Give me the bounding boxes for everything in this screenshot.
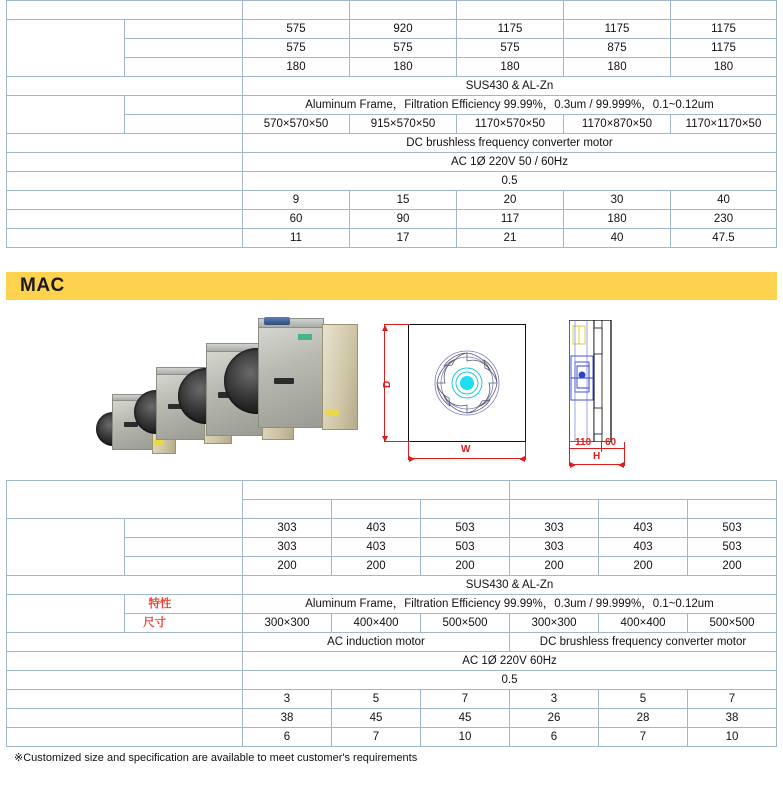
dim-w-line — [408, 458, 526, 459]
table-row-power-consumption — [7, 709, 777, 728]
total-weight-5: 10 — [688, 728, 777, 747]
cell-w-3: 303 — [510, 519, 599, 538]
table-row-features — [7, 96, 777, 115]
item-header: Item — [7, 1, 243, 20]
cell-h-1: 200 — [332, 557, 421, 576]
dim-chain-line — [569, 448, 625, 449]
total-weight-0: 6 — [243, 728, 332, 747]
outside-dimension-line1: Outside — [44, 35, 87, 48]
dim-h-arrow-left — [570, 462, 576, 468]
cell-h-5: 200 — [688, 557, 777, 576]
item-header: Item — [7, 481, 243, 519]
unit-label-tag — [298, 334, 312, 340]
cell-d-2: 503 — [421, 538, 510, 557]
cell-d-0: 575 — [243, 39, 350, 58]
dim-w-arrow-right — [519, 456, 525, 462]
cell-d-4: 403 — [599, 538, 688, 557]
cell-d-3: 303 — [510, 538, 599, 557]
dim-w-tick-right — [525, 442, 526, 460]
air-volume-2: 20 — [457, 191, 564, 210]
cell-d-4: 1175 — [671, 39, 777, 58]
cell-h-2: 200 — [421, 557, 510, 576]
dim-h-ext-right — [624, 450, 625, 466]
cell-d-2: 575 — [457, 39, 564, 58]
cell-h-4: 200 — [599, 557, 688, 576]
dim-row-label-h: H — [125, 557, 243, 576]
fan-motor-dc-value: DC brushless frequency converter motor — [510, 633, 777, 652]
table-row-velocity — [7, 671, 777, 690]
air-volume-4: 40 — [671, 191, 777, 210]
filter-dim-3: 1170×870×50 — [564, 115, 671, 134]
model-header-4: MS-SD440S — [671, 1, 777, 20]
air-volume-3: 30 — [564, 191, 671, 210]
dim-row-label-d: D — [125, 538, 243, 557]
table-row-body-construction — [7, 576, 777, 595]
hepa-label: HEPA — [50, 601, 81, 614]
body-construction-label: Body Construction — [7, 77, 243, 96]
dimension-label-en: Dimension — [165, 616, 224, 629]
power-supply-label: Power Supply — [7, 153, 243, 172]
power-supply-label: Power Supply — [7, 652, 243, 671]
power-consumption-2: 45 — [421, 709, 510, 728]
model-header-4: MAC-SD5 — [599, 500, 688, 519]
group-header-dc: DC type — [510, 481, 777, 500]
body-construction-value: SUS430 & AL-Zn — [243, 77, 777, 96]
total-weight-2: 10 — [421, 728, 510, 747]
illustration-band — [6, 312, 777, 472]
outside-dimension-line2: Dimension — [36, 547, 95, 559]
power-supply-value: AC 1Ø 220V 60Hz — [243, 652, 777, 671]
air-volume-2: 7 — [421, 690, 510, 709]
features-value: Aluminum Frame，Filtration Efficiency 99.99%，0.3um / 99.999%，0.1~0.12um — [243, 96, 777, 115]
group-header-ac: AC type — [243, 481, 510, 500]
dim-w-arrow-left — [409, 456, 415, 462]
model-header-0: MAC-S3 — [243, 500, 332, 519]
outside-dimension-line1: Outside — [44, 534, 87, 547]
unit-face — [258, 324, 324, 428]
table-row-fan-motor — [7, 633, 777, 652]
ulpa-label: ULPA — [50, 613, 81, 626]
power-consumption-4: 230 — [671, 210, 777, 229]
dim-chain-tick-mid — [601, 442, 602, 452]
total-weight-label: Total Weight (Kg) — [7, 229, 243, 248]
air-volume-0: 3 — [243, 690, 332, 709]
hepa-ulpa-label — [7, 595, 125, 633]
power-consumption-5: 38 — [688, 709, 777, 728]
features-label-en: Features — [171, 597, 219, 610]
total-weight-0: 11 — [243, 229, 350, 248]
cell-w-4: 1175 — [671, 20, 777, 39]
filter-dim-4: 400×400 — [599, 614, 688, 633]
filter-dim-1: 915×570×50 — [350, 115, 457, 134]
filter-dim-1: 400×400 — [332, 614, 421, 633]
filter-dim-3: 300×300 — [510, 614, 599, 633]
unit-vent — [274, 378, 294, 384]
ulpa-label: ULPA — [50, 114, 81, 127]
dim-w-label: W — [461, 444, 471, 455]
cell-w-3: 1175 — [564, 20, 671, 39]
cell-w-2: 503 — [421, 519, 510, 538]
power-consumption-2: 117 — [457, 210, 564, 229]
cell-h-2: 180 — [457, 58, 564, 77]
section-title: MAC — [20, 275, 65, 296]
velocity-label: Velocity (m/s) — [7, 671, 243, 690]
mac-spec-table — [6, 480, 777, 747]
features-label: Features — [125, 96, 243, 115]
total-weight-3: 40 — [564, 229, 671, 248]
cell-w-1: 920 — [350, 20, 457, 39]
dim-h-arrow-right — [618, 462, 624, 468]
model-header-3: MAC-SD3 — [510, 500, 599, 519]
hepa-label: HEPA — [50, 102, 81, 115]
cell-h-1: 180 — [350, 58, 457, 77]
dim-row-label-h: H — [125, 58, 243, 77]
spacer-before-table2 — [0, 472, 783, 480]
features-value: Aluminum Frame，Filtration Efficiency 99.99%，0.3um / 99.999%，0.1~0.12um — [243, 595, 777, 614]
footer-note: ※Customized size and specification are available to meet customer's requirements — [14, 752, 418, 764]
cell-w-0: 575 — [243, 20, 350, 39]
air-volume-1: 5 — [332, 690, 421, 709]
outside-dimension-label — [7, 20, 125, 77]
air-volume-0: 9 — [243, 191, 350, 210]
dim-d-tick-bottom — [384, 441, 410, 442]
body-construction-value: SUS430 & AL-Zn — [243, 576, 777, 595]
model-header-5: MAC-SD7 — [688, 500, 777, 519]
filter-dimension-label: Dimension — [125, 115, 243, 134]
impeller-icon — [428, 344, 506, 422]
air-volume-3: 3 — [510, 690, 599, 709]
cell-d-0: 303 — [243, 538, 332, 557]
dimension-label-cn: 尺寸 — [143, 616, 166, 629]
ffu-unit-4 — [224, 324, 364, 452]
unit-blue-cap — [264, 317, 290, 325]
total-weight-2: 21 — [457, 229, 564, 248]
table-row-total-weight — [7, 728, 777, 747]
cell-w-4: 403 — [599, 519, 688, 538]
dim-h-ext-left — [569, 420, 570, 466]
model-header-1: MS-SD320S — [350, 1, 457, 20]
velocity-value: 0.5 — [243, 671, 777, 690]
model-header-1: MAC-S5 — [332, 500, 421, 519]
cad-side-view — [551, 312, 671, 472]
cell-h-0: 200 — [243, 557, 332, 576]
cell-d-3: 875 — [564, 39, 671, 58]
table-row-air-volume — [7, 690, 777, 709]
cell-d-1: 575 — [350, 39, 457, 58]
dim-d-tick-top — [384, 324, 410, 325]
cell-w-1: 403 — [332, 519, 421, 538]
total-weight-4: 7 — [599, 728, 688, 747]
filter-dim-4: 1170×1170×50 — [671, 115, 777, 134]
dim-60-label: 60 — [605, 437, 617, 448]
dim-d-arrow-down — [382, 436, 388, 442]
total-weight-1: 7 — [332, 728, 421, 747]
side-view-drawing — [569, 320, 625, 442]
table-row-type-groups — [7, 481, 777, 500]
total-weight-1: 17 — [350, 229, 457, 248]
filter-dim-0: 570×570×50 — [243, 115, 350, 134]
air-volume-label: Air Volume (CMM) — [7, 690, 243, 709]
power-consumption-3: 180 — [564, 210, 671, 229]
dim-h-label: H — [593, 451, 601, 462]
dim-row-label-w: W — [125, 20, 243, 39]
cad-top-view — [366, 312, 551, 472]
cell-d-1: 403 — [332, 538, 421, 557]
filter-dim-5: 500×500 — [688, 614, 777, 633]
filter-dim-0: 300×300 — [243, 614, 332, 633]
air-volume-4: 5 — [599, 690, 688, 709]
hepa-ulpa-label — [7, 96, 125, 134]
spacer-after-table1 — [0, 248, 783, 272]
table-row-fan-motor — [7, 134, 777, 153]
table-row-body-construction — [7, 77, 777, 96]
product-photo — [6, 312, 366, 472]
dim-110-label: 110 — [575, 437, 592, 448]
power-consumption-1: 45 — [332, 709, 421, 728]
filter-dim-2: 1170×570×50 — [457, 115, 564, 134]
dim-d-arrow-up — [382, 325, 388, 331]
table-row-power-consumption — [7, 210, 777, 229]
table-row-air-velocity — [7, 172, 777, 191]
air-velocity-label: Air Velocity (m/s) — [7, 172, 243, 191]
dim-h-line — [569, 464, 625, 465]
spacer-after-sectionbar — [0, 300, 783, 312]
dim-d-label: D — [382, 380, 393, 388]
cell-w-0: 303 — [243, 519, 332, 538]
outside-dimension-line2: Dimension — [36, 48, 95, 60]
power-consumption-3: 26 — [510, 709, 599, 728]
fan-motor-label: Fan motor — [7, 134, 243, 153]
fan-motor-value: DC brushless frequency converter motor — [243, 134, 777, 153]
air-velocity-value: 0.5 — [243, 172, 777, 191]
power-consumption-4: 28 — [599, 709, 688, 728]
dim-row-label-d: D — [125, 39, 243, 58]
body-construction-label: Body Construction — [7, 576, 243, 595]
table-row-models — [7, 1, 777, 20]
dim-row-label-w: W — [125, 519, 243, 538]
air-volume-label: Air Volume (CMM) — [7, 191, 243, 210]
unit-yellow-tag — [326, 410, 339, 416]
table-row-total-weight — [7, 229, 777, 248]
cell-h-3: 200 — [510, 557, 599, 576]
power-consumption-label: Power consumption(W) — [7, 709, 243, 728]
cell-w-2: 1175 — [457, 20, 564, 39]
power-supply-value: AC 1Ø 220V 50 / 60Hz — [243, 153, 777, 172]
air-volume-5: 7 — [688, 690, 777, 709]
table-row-power-supply — [7, 153, 777, 172]
features-label-cn: 特性 — [148, 597, 172, 610]
cell-h-0: 180 — [243, 58, 350, 77]
power-consumption-0: 38 — [243, 709, 332, 728]
section-header-mac — [6, 272, 777, 300]
model-header-2: MAC-S7 — [421, 500, 510, 519]
filter-dim-2: 500×500 — [421, 614, 510, 633]
outside-dimension-label — [7, 519, 125, 576]
cell-w-5: 503 — [688, 519, 777, 538]
filter-dimension-label — [125, 614, 243, 633]
total-weight-3: 6 — [510, 728, 599, 747]
total-weight-label: Total Weight (Kg) — [7, 728, 243, 747]
cell-d-5: 503 — [688, 538, 777, 557]
model-header-0: MS-SD220S — [243, 1, 350, 20]
power-consumption-label: Power consumption(W) — [7, 210, 243, 229]
total-weight-4: 47.5 — [671, 229, 777, 248]
power-consumption-0: 60 — [243, 210, 350, 229]
power-consumption-1: 90 — [350, 210, 457, 229]
table-row-air-volume — [7, 191, 777, 210]
features-label — [125, 595, 243, 614]
cell-h-3: 180 — [564, 58, 671, 77]
cell-h-4: 180 — [671, 58, 777, 77]
table-row-features — [7, 595, 777, 614]
table-row-power-supply — [7, 652, 777, 671]
air-volume-1: 15 — [350, 191, 457, 210]
fan-motor-label: Fan motor — [7, 633, 243, 652]
table-row-w — [7, 20, 777, 39]
ms-sd-spec-table — [6, 0, 777, 248]
fan-motor-ac-value: AC induction motor — [243, 633, 510, 652]
model-header-3: MS-SD430S — [564, 1, 671, 20]
table-row-w — [7, 519, 777, 538]
model-header-2: MS-SD420S — [457, 1, 564, 20]
